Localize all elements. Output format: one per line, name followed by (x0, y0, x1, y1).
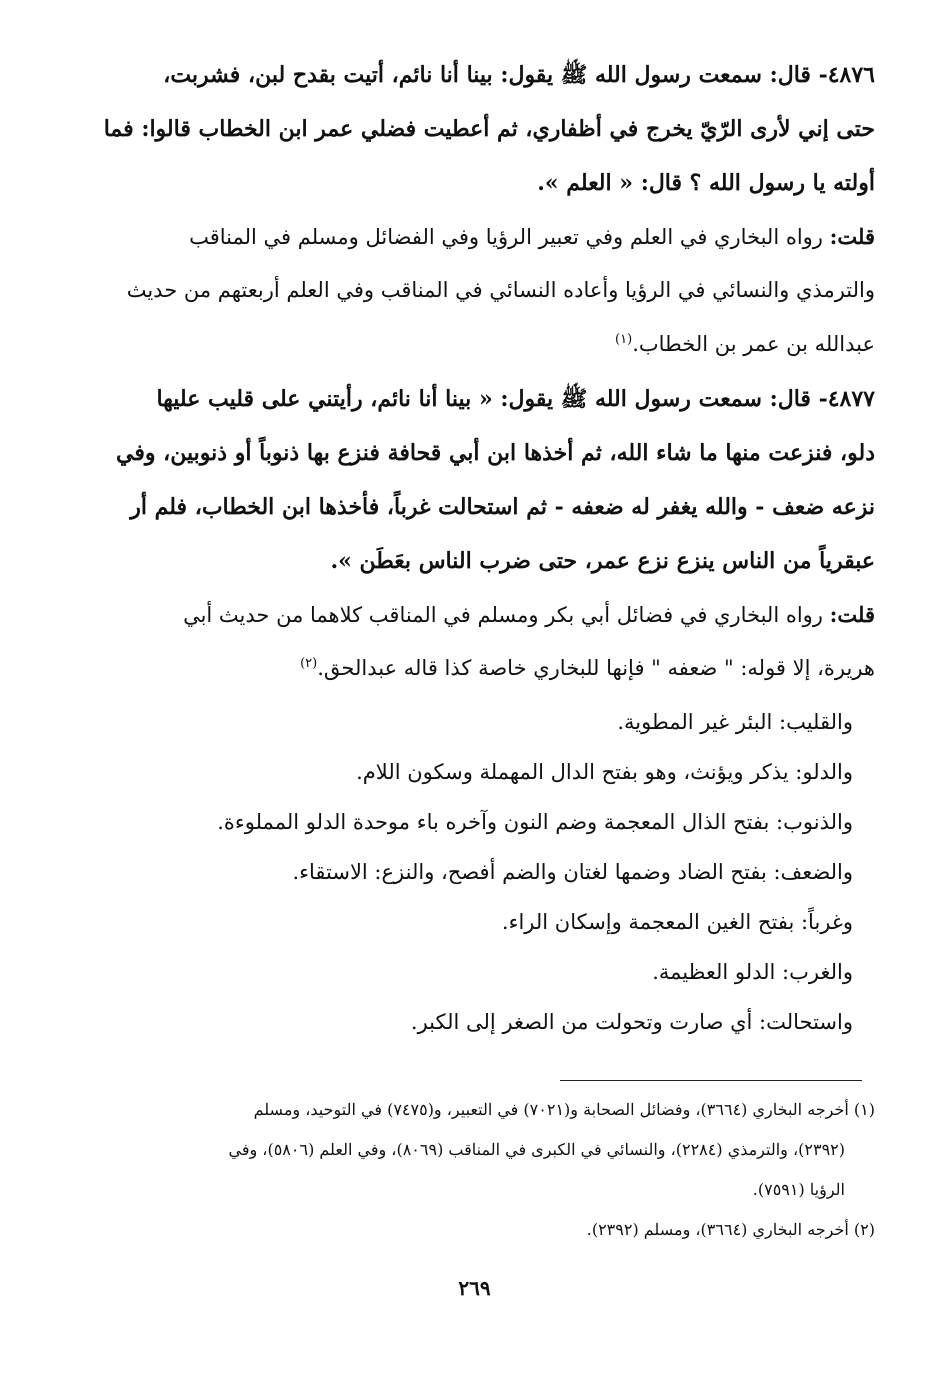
page-number: ٢٦٩ (458, 1276, 491, 1300)
hadith-4877-line-2: دلو، فنزعت منها ما شاء الله، ثم أخذها ابن أبي قحافة فنزع بها ذنوباً أو ذنوبين، وفي (116, 440, 875, 466)
commentary-4877-line-1 (95, 602, 875, 656)
footnotes (85, 1100, 875, 1260)
commentary-text: رواه البخاري في فضائل أبي بكر ومسلم في المناقب كلاهما من حديث أبي (183, 603, 830, 627)
commentary-text: هريرة، إلا قوله: " ضعفه " فإنها للبخاري خاصة كذا قاله عبدالحق. (317, 656, 875, 680)
hadith-4877-line-4: عبقرياً من الناس ينزع نزع عمر، حتى ضرب الناس بعَطَن ». (330, 548, 875, 574)
footnote-2: (٢) أخرجه البخاري (٣٦٦٤)، ومسلم (٢٣٩٢). (586, 1220, 875, 1239)
commentary-text: عبدالله بن عمر بن الخطاب. (632, 332, 875, 356)
glossary (95, 710, 875, 1060)
commentary-4876-line-2: والترمذي والنسائي في الرؤيا وأعاده النسائي في المناقب وفي العلم أربعتهم من حديث (126, 278, 875, 302)
gloss-dhanub: والذنوب: بفتح الذال المعجمة وضم النون وآخره باء موحدة الدلو المملوءة. (217, 810, 853, 834)
commentary-4877-line-2 (95, 656, 875, 710)
hadith-4876-line-1: ٤٨٧٦- قال: سمعت رسول الله ﷺ يقول: بينا أنا نائم، أتيت بقدح لبن، فشربت، (163, 62, 875, 88)
hadith-4877 (95, 386, 875, 602)
footnote-divider (560, 1080, 862, 1081)
commentary-4876 (95, 224, 875, 386)
gloss-daf: والضعف: بفتح الضاد وضمها لغتان والضم أفصح، والنزع: الاستقاء. (292, 860, 853, 884)
gloss-istahalat: واستحالت: أي صارت وتحولت من الصغر إلى الكبر. (410, 1010, 853, 1034)
footnote-ref-2: (٢) (300, 656, 318, 671)
hadith-4876-line-3: أولته يا رسول الله ؟ قال: « العلم ». (537, 170, 875, 196)
commentary-4876-line-1 (95, 224, 875, 278)
hadith-4876 (95, 62, 875, 224)
footnote-1-line-2: (٢٣٩٢)، والترمذي (٢٢٨٤)، والنسائي في الكبرى في المناقب (٨٠٦٩)، وفي العلم (٥٨٠٦)، وفي (228, 1140, 845, 1159)
gloss-qalib: والقليب: البئر غير المطوية. (617, 710, 853, 734)
commentary-label: قلت: (829, 224, 875, 249)
gloss-gharban: وغرباً: بفتح الغين المعجمة وإسكان الراء. (501, 910, 853, 934)
gloss-dalw: والدلو: يذكر ويؤنث، وهو بفتح الدال المهملة وسكون اللام. (356, 760, 853, 784)
hadith-4877-line-3: نزعه ضعف - والله يغفر له ضعفه - ثم استحالت غرباً، فأخذها ابن الخطاب، فلم أر (130, 494, 875, 520)
footnote-1-line-1: (١) أخرجه البخاري (٣٦٦٤)، وفضائل الصحابة و(٧٠٢١) في التعبير، و(٧٤٧٥) في التوحيد، ومسلم (253, 1100, 875, 1119)
page-body (95, 62, 875, 1060)
commentary-text: رواه البخاري في العلم وفي تعبير الرؤيا وفي الفضائل ومسلم في المناقب (189, 225, 830, 249)
footnote-1-line-3: الرؤيا (٧٥٩١). (752, 1180, 845, 1199)
commentary-4876-line-3 (95, 332, 875, 386)
commentary-label: قلت: (829, 602, 875, 627)
commentary-4877 (95, 602, 875, 710)
gloss-gharb: والغرب: الدلو العظيمة. (652, 960, 853, 984)
footnote-ref-1: (١) (615, 332, 633, 347)
hadith-4876-line-2: حتى إني لأرى الرّيّ يخرج في أظفاري، ثم أعطيت فضلي عمر ابن الخطاب قالوا: فما (103, 116, 875, 142)
hadith-4877-line-1: ٤٨٧٧- قال: سمعت رسول الله ﷺ يقول: « بينا أنا نائم، رأيتني على قليب عليها (156, 386, 875, 412)
